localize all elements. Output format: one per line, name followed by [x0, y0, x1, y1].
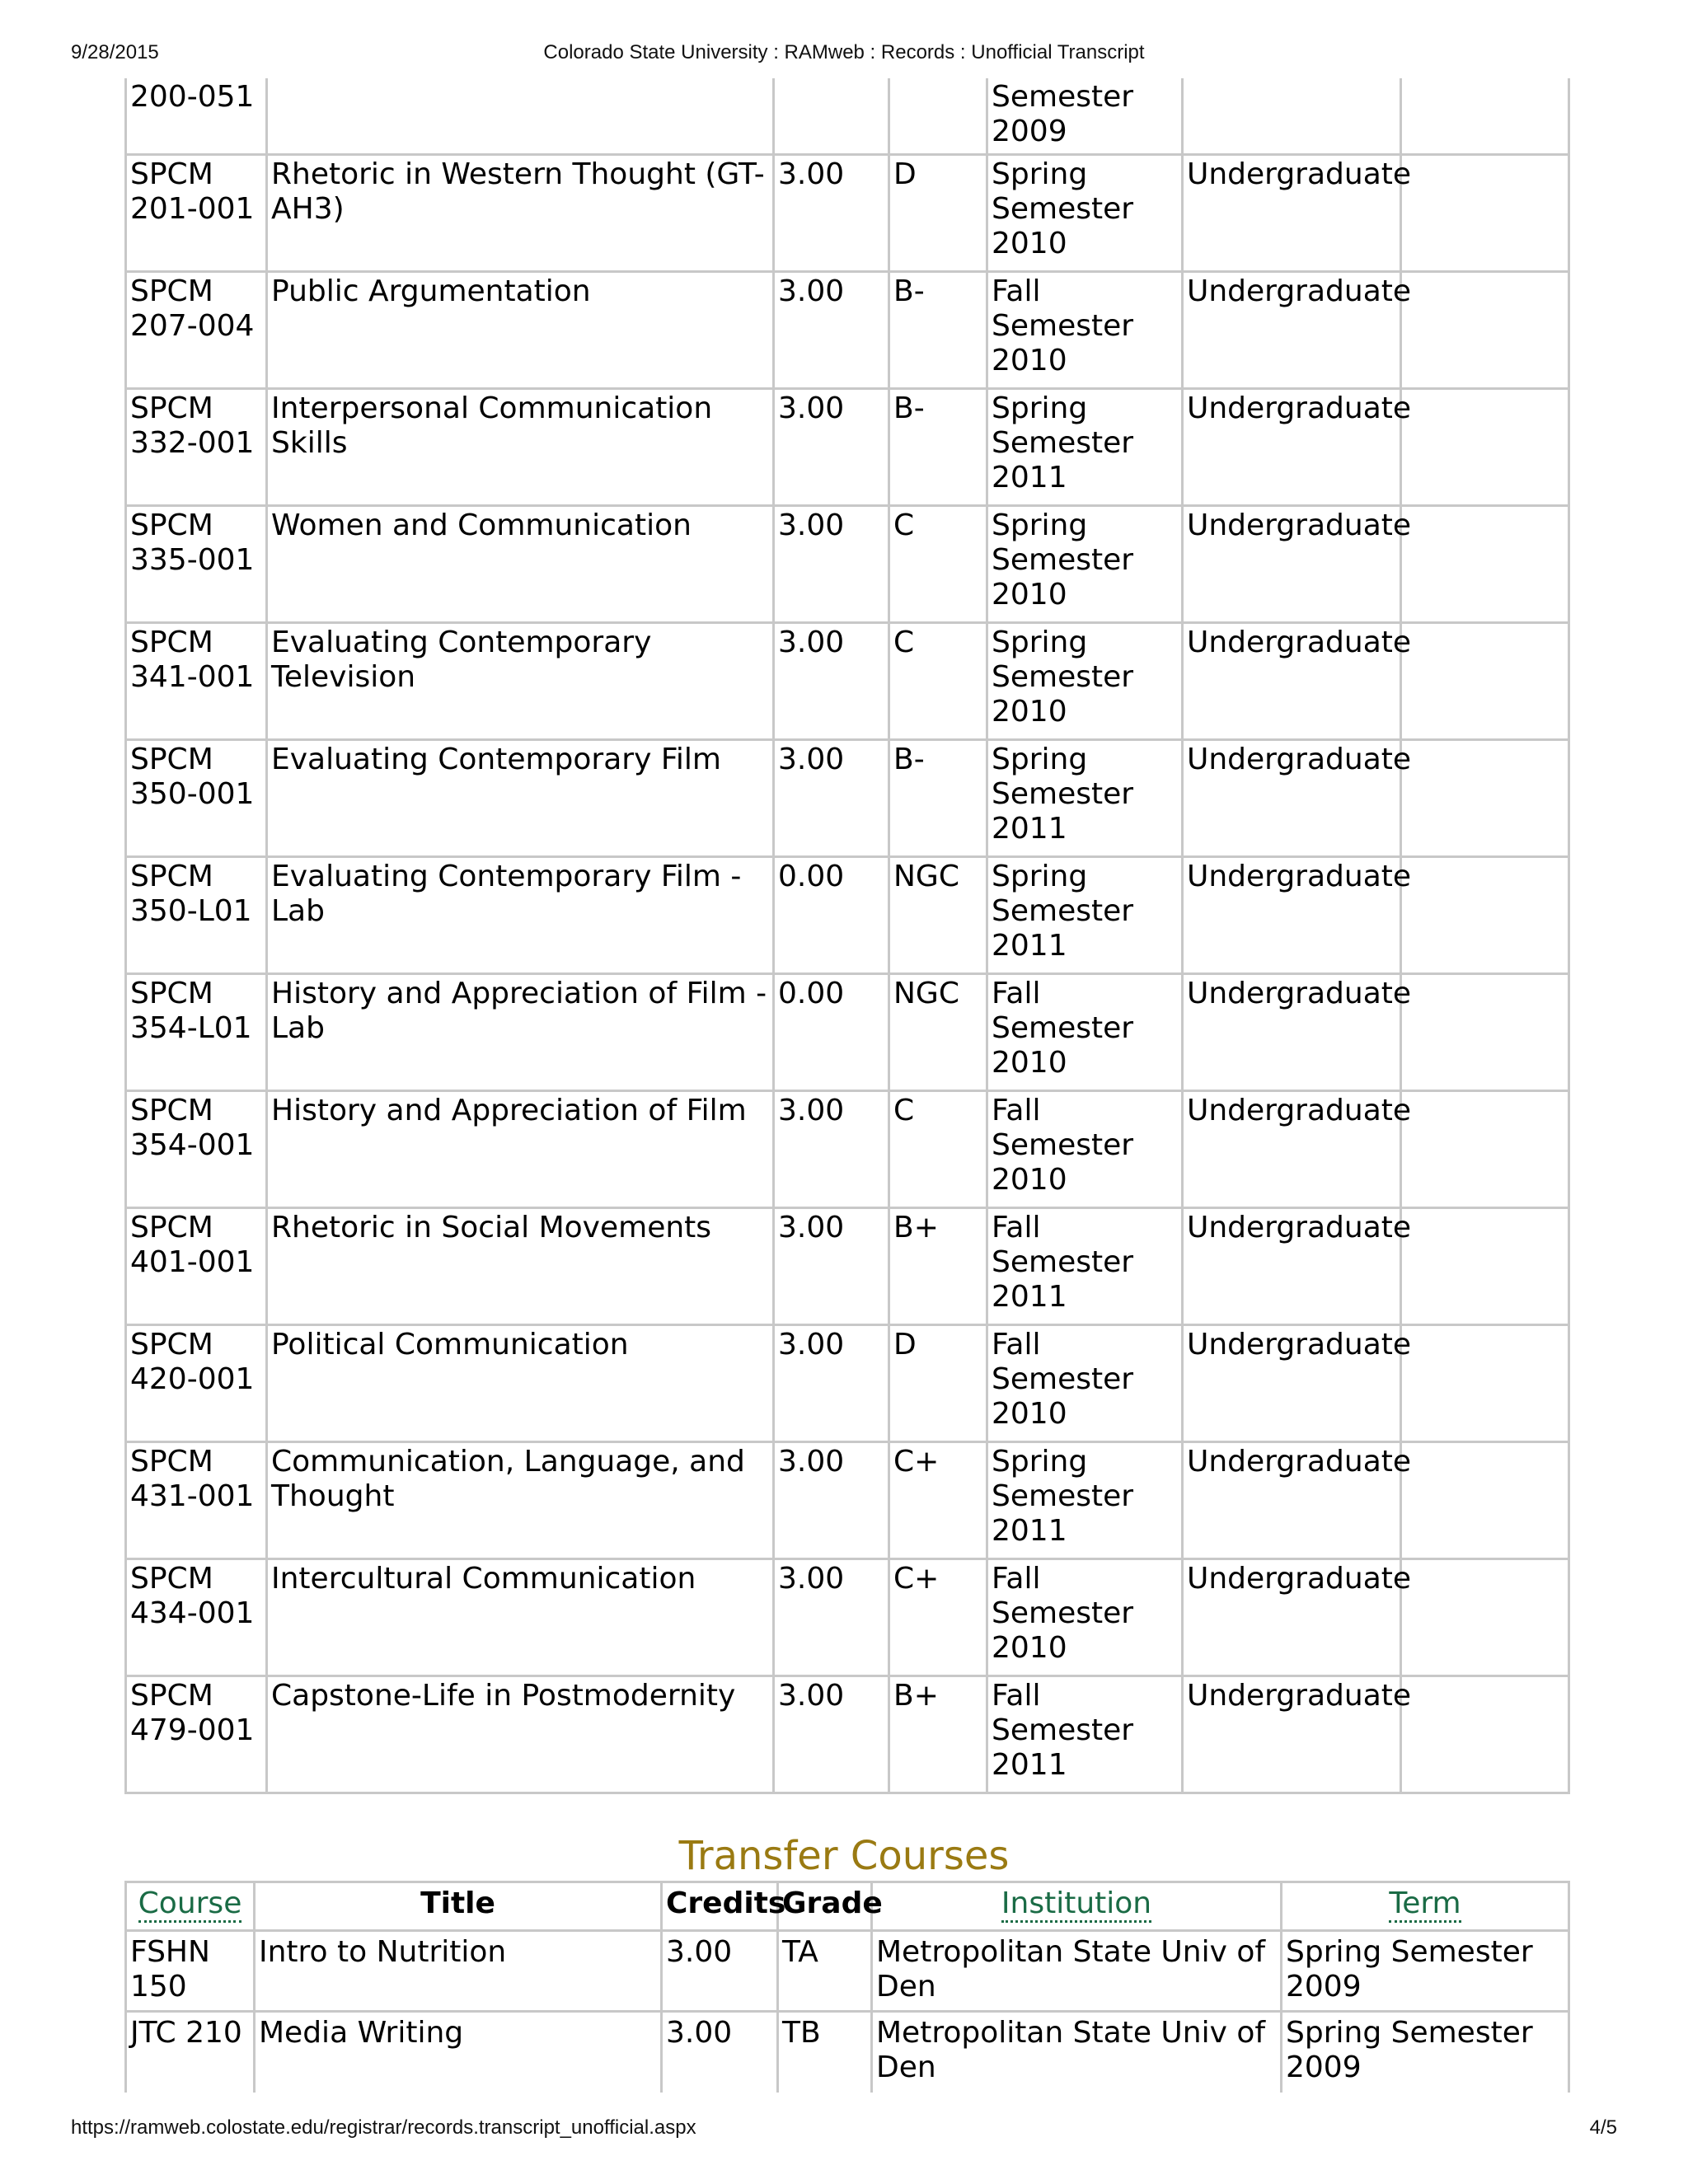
transfer-row — [126, 2012, 1569, 2093]
transfer-credits: 3.00 — [662, 2012, 778, 2093]
grade: C — [889, 1090, 987, 1207]
level: Undergraduate — [1183, 856, 1401, 973]
grade: B+ — [889, 1675, 987, 1793]
level: Undergraduate — [1183, 154, 1401, 271]
extra-cell — [1401, 1441, 1569, 1558]
course-title: Political Communication — [267, 1324, 774, 1441]
grade: B+ — [889, 1207, 987, 1324]
course-row — [126, 1675, 1569, 1793]
course-code: 200-051 — [126, 78, 267, 154]
grade: C+ — [889, 1441, 987, 1558]
level: Undergraduate — [1183, 1441, 1401, 1558]
course-title: Evaluating Contemporary Television — [267, 622, 774, 739]
transfer-course-title: Intro to Nutrition — [255, 1931, 662, 2012]
course-title: Evaluating Contemporary Film — [267, 739, 774, 856]
term: Spring Semester 2010 — [987, 154, 1183, 271]
term: Spring Semester 2011 — [987, 1441, 1183, 1558]
course-title: History and Appreciation of Film — [267, 1090, 774, 1207]
grade: NGC — [889, 856, 987, 973]
course-code: SPCM 479-001 — [126, 1675, 267, 1793]
level: Undergraduate — [1183, 505, 1401, 622]
term: Spring Semester 2011 — [987, 388, 1183, 505]
course-row — [126, 1558, 1569, 1675]
grade — [889, 78, 987, 154]
course-title: Communication, Language, and Thought — [267, 1441, 774, 1558]
extra-cell — [1401, 973, 1569, 1090]
credits: 3.00 — [774, 1441, 889, 1558]
credits: 3.00 — [774, 1090, 889, 1207]
course-code: SPCM 354-001 — [126, 1090, 267, 1207]
course-row — [126, 622, 1569, 739]
transfer-term: Spring Semester 2009 — [1282, 1931, 1569, 2012]
credits: 3.00 — [774, 1207, 889, 1324]
transfer-course-code: FSHN 150 — [126, 1931, 255, 2012]
term: Fall Semester 2011 — [987, 1675, 1183, 1793]
course-title: Evaluating Contemporary Film - Lab — [267, 856, 774, 973]
extra-cell — [1401, 622, 1569, 739]
course-row — [126, 856, 1569, 973]
print-date: 9/28/2015 — [71, 41, 159, 63]
course-code: SPCM 350-L01 — [126, 856, 267, 973]
course-row — [126, 739, 1569, 856]
course-row — [126, 78, 1569, 154]
grade: D — [889, 154, 987, 271]
print-header — [0, 41, 1688, 68]
transfer-institution: Metropolitan State Univ of Den — [872, 2012, 1282, 2093]
grade: C — [889, 622, 987, 739]
course-row — [126, 1441, 1569, 1558]
extra-cell — [1401, 154, 1569, 271]
transfer-grade: TA — [778, 1931, 872, 2012]
term: Fall Semester 2010 — [987, 271, 1183, 388]
extra-cell — [1401, 271, 1569, 388]
credits: 3.00 — [774, 505, 889, 622]
credits: 3.00 — [774, 622, 889, 739]
extra-cell — [1401, 1207, 1569, 1324]
course-code: SPCM 401-001 — [126, 1207, 267, 1324]
credits: 0.00 — [774, 973, 889, 1090]
level: Undergraduate — [1183, 1207, 1401, 1324]
grade-header: Grade — [778, 1882, 872, 1931]
credits-header: Credits — [662, 1882, 778, 1931]
level: Undergraduate — [1183, 388, 1401, 505]
grade: D — [889, 1324, 987, 1441]
extra-cell — [1401, 1675, 1569, 1793]
level: Undergraduate — [1183, 1675, 1401, 1793]
grade: B- — [889, 388, 987, 505]
credits — [774, 78, 889, 154]
level: Undergraduate — [1183, 1558, 1401, 1675]
grade: C+ — [889, 1558, 987, 1675]
print-page-number: 4/5 — [1589, 2116, 1617, 2139]
term-sort-header[interactable]: Term — [1282, 1882, 1569, 1931]
course-code: SPCM 354-L01 — [126, 973, 267, 1090]
course-row — [126, 271, 1569, 388]
course-title: Capstone-Life in Postmodernity — [267, 1675, 774, 1793]
transfer-credits: 3.00 — [662, 1931, 778, 2012]
course-row — [126, 973, 1569, 1090]
transfer-course-title: Media Writing — [255, 2012, 662, 2093]
extra-cell — [1401, 856, 1569, 973]
term: Spring Semester 2011 — [987, 856, 1183, 973]
term: Fall Semester 2011 — [987, 1207, 1183, 1324]
course-title — [267, 78, 774, 154]
transfer-courses-table — [124, 1881, 1570, 2093]
credits: 3.00 — [774, 388, 889, 505]
level: Undergraduate — [1183, 1324, 1401, 1441]
credits: 0.00 — [774, 856, 889, 973]
term: Fall Semester 2010 — [987, 1324, 1183, 1441]
course-row — [126, 388, 1569, 505]
institution-sort-header[interactable]: Institution — [872, 1882, 1282, 1931]
term: Fall Semester 2010 — [987, 973, 1183, 1090]
transfer-courses-heading: Transfer Courses — [678, 1833, 1010, 1879]
course-sort-header[interactable]: Course — [126, 1882, 255, 1931]
term: Fall Semester 2010 — [987, 1090, 1183, 1207]
credits: 3.00 — [774, 1675, 889, 1793]
credits: 3.00 — [774, 154, 889, 271]
course-title: Intercultural Communication — [267, 1558, 774, 1675]
grade: C — [889, 505, 987, 622]
transfer-grade: TB — [778, 2012, 872, 2093]
course-code: SPCM 420-001 — [126, 1324, 267, 1441]
extra-cell — [1401, 1090, 1569, 1207]
course-code: SPCM 350-001 — [126, 739, 267, 856]
print-footer — [0, 2116, 1688, 2143]
grade: NGC — [889, 973, 987, 1090]
level: Undergraduate — [1183, 739, 1401, 856]
credits: 3.00 — [774, 271, 889, 388]
extra-cell — [1401, 505, 1569, 622]
course-code: SPCM 332-001 — [126, 388, 267, 505]
grade: B- — [889, 271, 987, 388]
term: Spring Semester 2010 — [987, 622, 1183, 739]
course-row — [126, 1324, 1569, 1441]
course-title: Public Argumentation — [267, 271, 774, 388]
print-url: https://ramweb.colostate.edu/registrar/records.transcript_unofficial.aspx — [71, 2116, 696, 2139]
extra-cell — [1401, 78, 1569, 154]
term: Fall Semester 2010 — [987, 1558, 1183, 1675]
transfer-term: Spring Semester 2009 — [1282, 2012, 1569, 2093]
transfer-header-row — [126, 1882, 1569, 1931]
level: Undergraduate — [1183, 271, 1401, 388]
course-code: SPCM 341-001 — [126, 622, 267, 739]
course-title: History and Appreciation of Film - Lab — [267, 973, 774, 1090]
transfer-institution: Metropolitan State Univ of Den — [872, 1931, 1282, 2012]
level: Undergraduate — [1183, 622, 1401, 739]
course-row — [126, 1090, 1569, 1207]
extra-cell — [1401, 388, 1569, 505]
title-header: Title — [255, 1882, 662, 1931]
course-title: Interpersonal Communication Skills — [267, 388, 774, 505]
transfer-course-code: JTC 210 — [126, 2012, 255, 2093]
course-row — [126, 154, 1569, 271]
course-code: SPCM 207-004 — [126, 271, 267, 388]
term: Spring Semester 2010 — [987, 505, 1183, 622]
course-row — [126, 505, 1569, 622]
term: Semester 2009 — [987, 78, 1183, 154]
course-code: SPCM 434-001 — [126, 1558, 267, 1675]
credits: 3.00 — [774, 1324, 889, 1441]
course-table — [124, 78, 1570, 1794]
course-code: SPCM 335-001 — [126, 505, 267, 622]
level: Undergraduate — [1183, 1090, 1401, 1207]
course-title: Rhetoric in Western Thought (GT-AH3) — [267, 154, 774, 271]
print-page-title: Colorado State University : RAMweb : Records : Unofficial Transcript — [543, 41, 1145, 63]
grade: B- — [889, 739, 987, 856]
course-row — [126, 1207, 1569, 1324]
level: Undergraduate — [1183, 973, 1401, 1090]
extra-cell — [1401, 739, 1569, 856]
credits: 3.00 — [774, 1558, 889, 1675]
transfer-row — [126, 1931, 1569, 2012]
course-code: SPCM 431-001 — [126, 1441, 267, 1558]
extra-cell — [1401, 1324, 1569, 1441]
course-code: SPCM 201-001 — [126, 154, 267, 271]
extra-cell — [1401, 1558, 1569, 1675]
credits: 3.00 — [774, 739, 889, 856]
course-title: Rhetoric in Social Movements — [267, 1207, 774, 1324]
course-title: Women and Communication — [267, 505, 774, 622]
term: Spring Semester 2011 — [987, 739, 1183, 856]
level — [1183, 78, 1401, 154]
